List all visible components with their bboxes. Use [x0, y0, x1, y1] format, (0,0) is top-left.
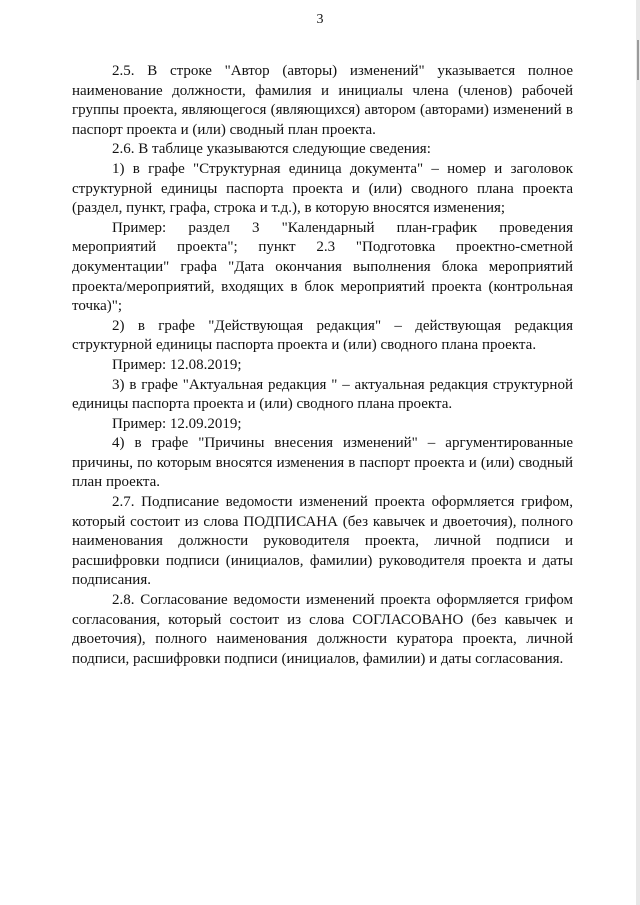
example-date-2: Пример: 12.09.2019; [112, 415, 242, 432]
list-item-2: 2) в графе "Действующая редакция" – действующая редакция структурной единицы паспорта проекта и (или) сводного плана проекта. [72, 317, 573, 354]
example-first-line [72, 219, 573, 239]
scan-mark [637, 40, 639, 80]
page-number: 3 [316, 12, 324, 27]
example-continuation: мероприятий проекта"; пункт 2.3 "Подготовка проектно-сметной документации" графа "Дата окончания выполнения блока мероприятий проекта/мероприятий, входящих в блок мероприятий проекта (контрольная точка)"; [72, 239, 573, 315]
example-word: проведения [499, 219, 573, 236]
list-item-3: 3) в графе "Актуальная редакция " – актуальная редакция структурной единицы паспорта проекта и (или) сводного плана проекта. [72, 376, 573, 413]
example-word: 3 [252, 219, 260, 236]
document-body [72, 62, 573, 669]
paragraph-2-7: 2.7. Подписание ведомости изменений проекта оформляется грифом, который состоит из слова ПОДПИСАНА (без кавычек и двоеточия), полного наименования должности руководителя проекта, личной подписи и расшифровки подписи (инициалов, фамилии) руководителя проекта и даты подписания. [72, 494, 573, 589]
list-item-4: 4) в графе "Причины внесения изменений" – аргументированные причины, по которым вносятся изменения в паспорт проекта и (или) сводный план проекта. [72, 435, 573, 491]
example-word: план-график [396, 219, 478, 236]
example-word: раздел [188, 219, 230, 236]
paragraph-2-5: 2.5. В строке "Автор (авторы) изменений" указывается полное наименование должности, фамилия и инициалы члена (членов) рабочей группы проекта, являющегося (являющихся) автором (авторами) изменений в паспорт проекта и (или) сводный план проекта. [72, 63, 573, 138]
list-item-1: 1) в графе "Структурная единица документа" – номер и заголовок структурной единицы паспорта проекта и (или) сводного плана проекта (раздел, пункт, графа, строка и т.д.), в которую вносятся изменения; [72, 160, 573, 217]
paragraph-2-8: 2.8. Согласование ведомости изменений проекта оформляется грифом согласования, который состоит из слова СОГЛАСОВАНО (без кавычек и двоеточия), полного наименования должности куратора проекта, личной подписи, расшифровки подписи (инициалов, фамилии) и даты согласования. [72, 592, 573, 667]
example-date-1: Пример: 12.08.2019; [112, 356, 242, 373]
scan-edge [636, 0, 640, 905]
example-word: Пример: [112, 219, 167, 236]
example-word: "Календарный [281, 219, 375, 236]
paragraph-2-6: 2.6. В таблице указываются следующие сведения: [112, 141, 431, 158]
